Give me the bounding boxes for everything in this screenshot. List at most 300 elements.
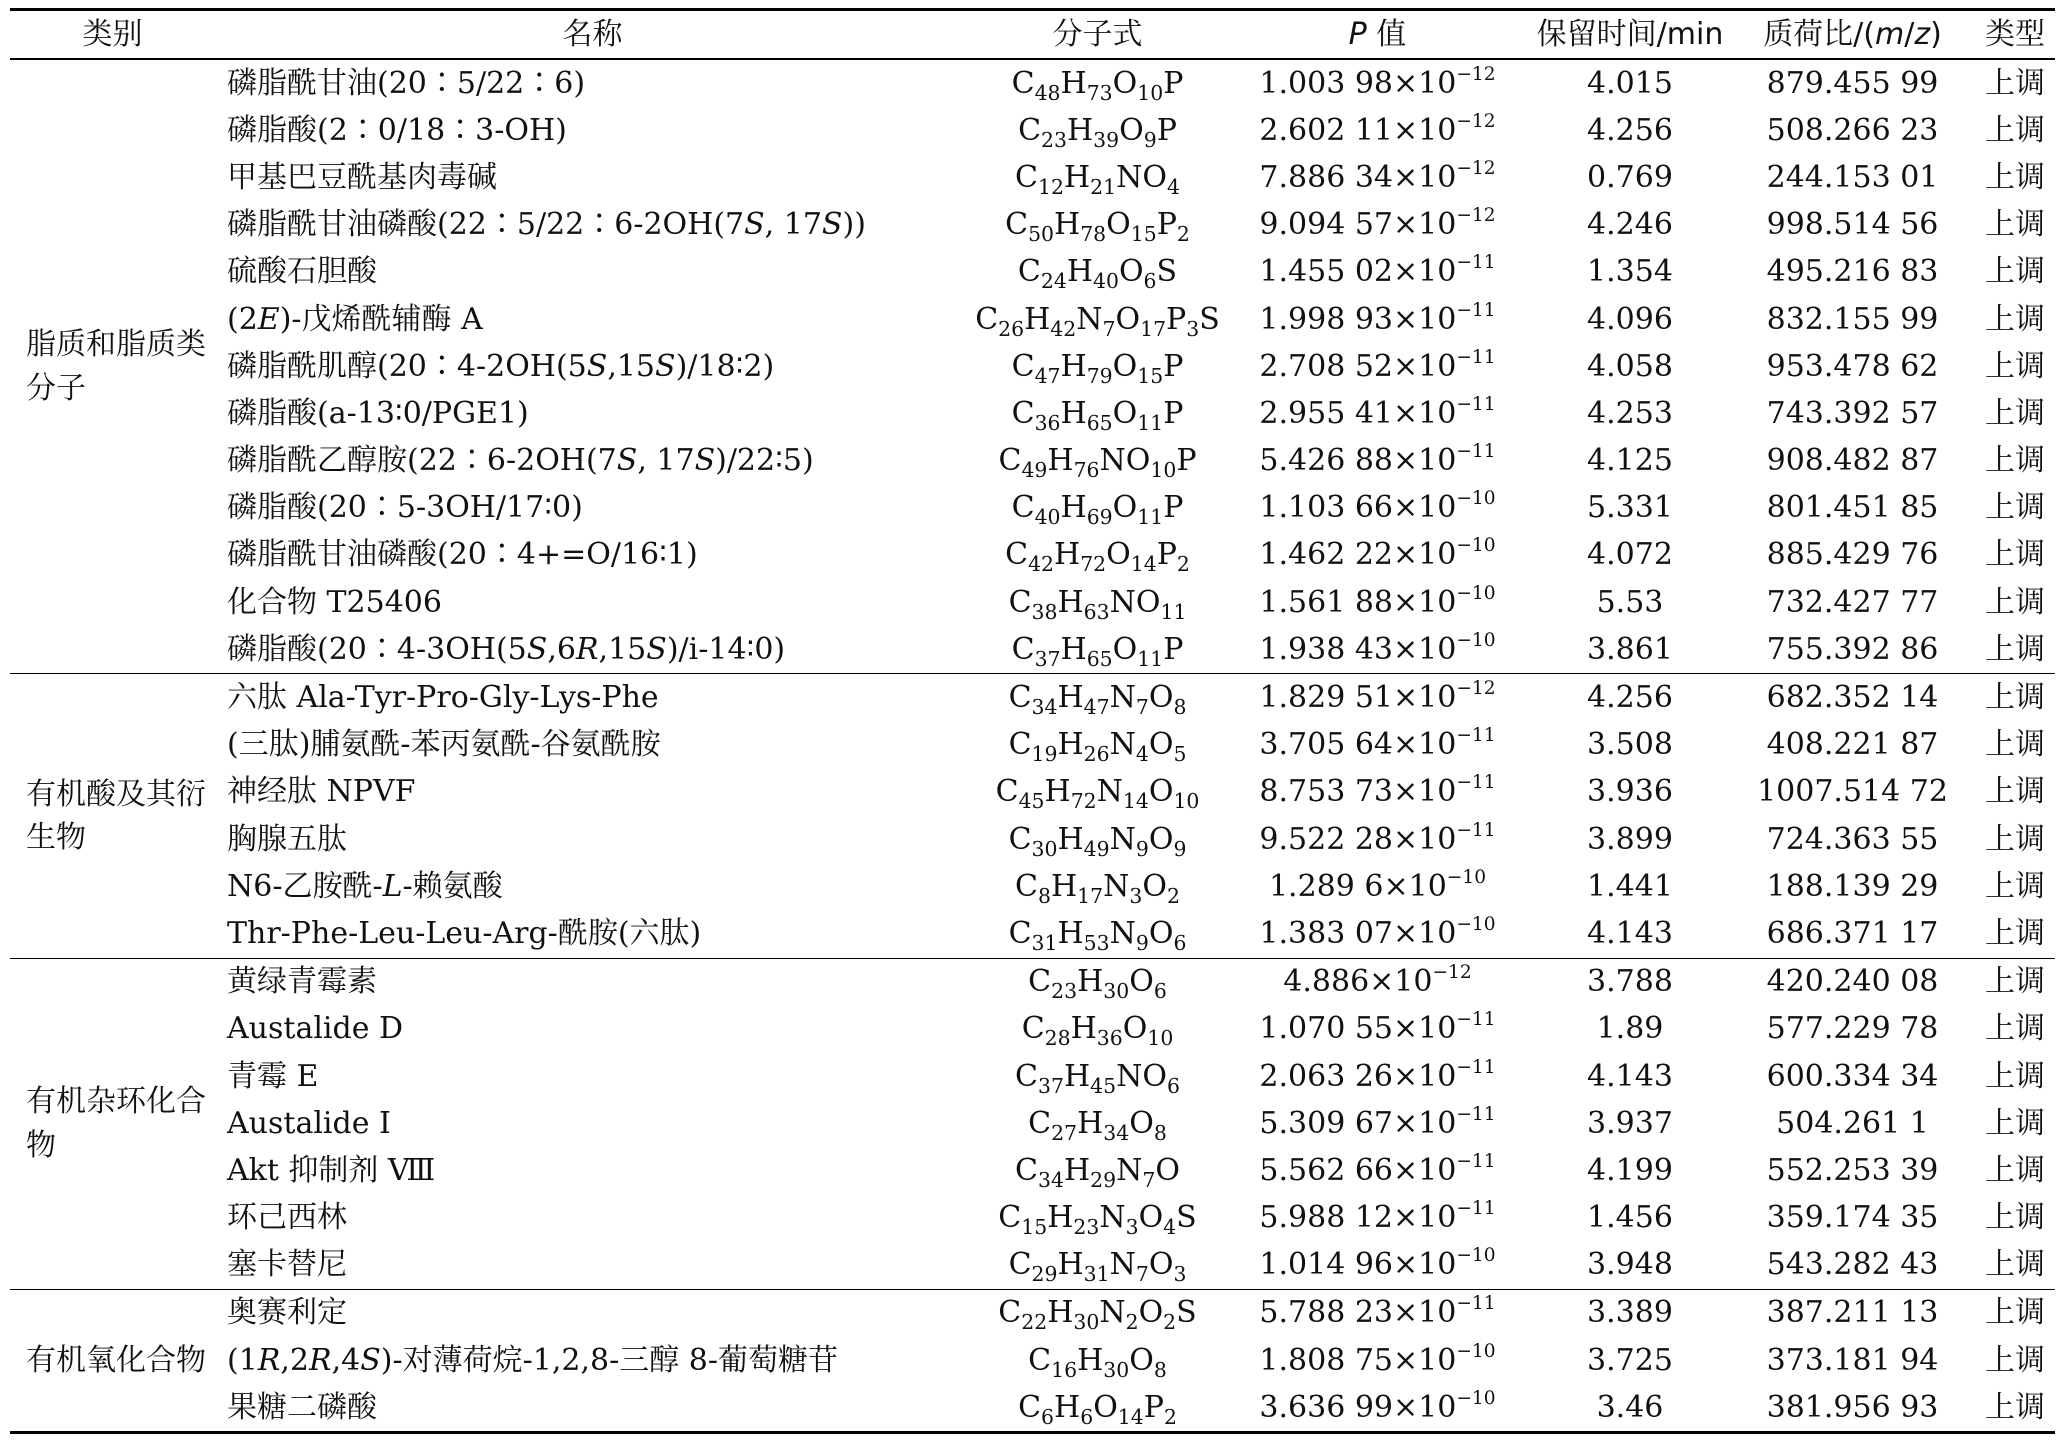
p-mantissa: 1.462 22 bbox=[1259, 537, 1394, 573]
formula-segment: 23 bbox=[1041, 127, 1067, 152]
compound-name bbox=[215, 1242, 970, 1290]
formula-segment: C bbox=[1008, 680, 1032, 716]
formula-segment: C bbox=[1018, 1389, 1042, 1425]
p-times: ×10 bbox=[1393, 1058, 1457, 1094]
name-segment: 奥赛利定 bbox=[227, 1295, 347, 1331]
p-value bbox=[1225, 769, 1530, 816]
molecular-formula bbox=[970, 1147, 1225, 1194]
formula-segment: 26 bbox=[998, 316, 1025, 341]
mass-charge-ratio: 373.181 94 bbox=[1766, 1342, 1939, 1378]
formula-segment: 2 bbox=[1125, 1310, 1139, 1335]
formula-segment: 7 bbox=[1135, 1262, 1149, 1287]
name-segment: L bbox=[382, 868, 403, 904]
molecular-formula bbox=[970, 249, 1225, 296]
p-times: ×10 bbox=[1393, 443, 1457, 479]
name-segment: (1 bbox=[227, 1342, 258, 1378]
name-segment: (三肽)脯氨酰-苯丙氨酰-谷氨酰胺 bbox=[227, 727, 661, 763]
formula-segment: H bbox=[1063, 1152, 1091, 1188]
formula-segment: O bbox=[1129, 1342, 1154, 1378]
formula-segment: 8 bbox=[1153, 1120, 1167, 1145]
name-segment: , 17 bbox=[637, 443, 695, 479]
p-exponent: −11 bbox=[1456, 252, 1496, 274]
compound-name bbox=[215, 59, 970, 107]
formula-segment: 27 bbox=[1051, 1120, 1078, 1145]
name-segment: S bbox=[646, 631, 667, 667]
p-mantissa: 2.955 41 bbox=[1259, 395, 1394, 431]
molecular-formula bbox=[970, 910, 1225, 958]
name-segment: 磷脂酸(20∶5-3OH/17∶0) bbox=[227, 490, 583, 526]
formula-segment: 24 bbox=[1040, 269, 1067, 294]
table-row bbox=[10, 154, 2055, 201]
name-segment: 甲基巴豆酰基肉毒碱 bbox=[227, 159, 497, 195]
category-group bbox=[10, 59, 2055, 674]
name-segment: (2 bbox=[227, 301, 258, 337]
p-exponent: −11 bbox=[1456, 1198, 1496, 1220]
p-mantissa: 5.788 23 bbox=[1259, 1295, 1394, 1331]
retention-time: 3.937 bbox=[1587, 1105, 1673, 1141]
retention-time: 1.354 bbox=[1587, 254, 1673, 290]
formula-segment: H bbox=[1060, 395, 1087, 431]
formula-segment: 12 bbox=[1038, 175, 1064, 200]
formula-segment: 9 bbox=[1135, 931, 1149, 956]
formula-segment: 19 bbox=[1031, 742, 1058, 767]
p-exponent: −10 bbox=[1456, 582, 1496, 604]
regulation-type: 上调 bbox=[1985, 254, 2045, 290]
molecular-formula bbox=[970, 438, 1225, 485]
p-times: ×10 bbox=[1393, 915, 1457, 951]
formula-segment: 16 bbox=[1051, 1357, 1078, 1382]
formula-segment: S bbox=[1199, 301, 1220, 337]
p-mantissa: 4.886 bbox=[1283, 964, 1370, 1000]
header-retention-time: 保留时间/min bbox=[1530, 10, 1730, 60]
p-value bbox=[1225, 202, 1530, 249]
name-segment: ,15 bbox=[598, 631, 647, 667]
formula-segment: C bbox=[1017, 254, 1041, 290]
name-segment: S bbox=[526, 631, 548, 667]
retention-time: 4.246 bbox=[1587, 207, 1673, 243]
formula-segment: 11 bbox=[1137, 505, 1164, 530]
p-mantissa: 1.103 66 bbox=[1259, 490, 1394, 526]
mass-charge-ratio: 244.153 01 bbox=[1766, 159, 1939, 195]
p-exponent: −11 bbox=[1456, 299, 1496, 321]
p-times: ×10 bbox=[1393, 774, 1457, 810]
formula-segment: O bbox=[1138, 1200, 1164, 1236]
formula-segment: 8 bbox=[1153, 1357, 1167, 1382]
compound-name bbox=[215, 202, 970, 249]
table-row bbox=[10, 1147, 2055, 1194]
formula-segment: 17 bbox=[1077, 883, 1104, 908]
compound-name bbox=[215, 910, 970, 958]
formula-segment: P bbox=[1163, 631, 1184, 667]
p-value bbox=[1225, 1384, 1530, 1433]
p-value bbox=[1225, 910, 1530, 958]
p-exponent: −12 bbox=[1456, 205, 1496, 227]
formula-segment: 39 bbox=[1093, 127, 1120, 152]
retention-time: 4.125 bbox=[1587, 443, 1673, 479]
mass-charge-ratio: 408.221 87 bbox=[1766, 727, 1939, 763]
name-segment: )-戊烯酰辅酶 A bbox=[279, 301, 483, 337]
formula-segment: P bbox=[1156, 112, 1177, 148]
formula-segment: H bbox=[1054, 207, 1081, 243]
regulation-type: 上调 bbox=[1985, 1295, 2045, 1331]
formula-segment: 9 bbox=[1173, 836, 1187, 861]
molecular-formula bbox=[970, 674, 1225, 722]
formula-segment: 6 bbox=[1143, 269, 1157, 294]
formula-segment: N bbox=[1109, 727, 1136, 763]
retention-time: 4.143 bbox=[1587, 1058, 1673, 1094]
p-times: ×10 bbox=[1393, 1342, 1457, 1378]
p-mantissa: 1.808 75 bbox=[1259, 1342, 1394, 1378]
table-row bbox=[10, 626, 2055, 674]
mass-charge-ratio: 381.956 93 bbox=[1730, 1384, 1975, 1433]
formula-segment: 15 bbox=[1021, 1215, 1048, 1240]
name-segment: R bbox=[257, 1342, 281, 1378]
formula-segment: 4 bbox=[1135, 742, 1149, 767]
formula-segment: H bbox=[1060, 348, 1087, 384]
name-segment: 六肽 Ala-Tyr-Pro-Gly-Lys-Phe bbox=[227, 680, 659, 716]
formula-segment: C bbox=[975, 301, 999, 337]
name-segment: )/i-14∶0) bbox=[666, 631, 786, 667]
compound-name bbox=[215, 296, 970, 343]
p-exponent: −10 bbox=[1456, 913, 1496, 935]
table-row bbox=[10, 438, 2055, 485]
p-value bbox=[1225, 249, 1530, 296]
retention-time: 1.456 bbox=[1587, 1200, 1673, 1236]
p-value bbox=[1225, 343, 1530, 390]
regulation-type: 上调 bbox=[1985, 727, 2045, 763]
compound-name bbox=[215, 249, 970, 296]
retention-time: 5.53 bbox=[1596, 584, 1664, 620]
regulation-type: 上调 bbox=[1985, 1011, 2045, 1047]
formula-segment: O bbox=[1112, 65, 1138, 101]
formula-segment: C bbox=[1011, 65, 1035, 101]
p-exponent: −10 bbox=[1456, 488, 1496, 510]
molecular-formula bbox=[970, 154, 1225, 201]
compound-name bbox=[215, 674, 970, 722]
formula-segment: 69 bbox=[1086, 505, 1113, 530]
retention-time: 4.015 bbox=[1587, 65, 1673, 101]
p-mantissa: 1.383 07 bbox=[1259, 915, 1394, 951]
name-segment: R bbox=[575, 631, 599, 667]
header-mz-z: z bbox=[1914, 16, 1931, 52]
molecular-formula bbox=[970, 579, 1225, 626]
formula-segment: 15 bbox=[1137, 363, 1164, 388]
p-mantissa: 9.094 57 bbox=[1259, 207, 1394, 243]
name-segment: N6-乙胺酰- bbox=[227, 868, 383, 904]
formula-segment: 26 bbox=[1083, 742, 1110, 767]
formula-segment: NO bbox=[1116, 1058, 1167, 1094]
formula-segment: 11 bbox=[1160, 599, 1187, 624]
formula-segment: 49 bbox=[1083, 836, 1110, 861]
compound-name bbox=[215, 816, 970, 863]
formula-segment: 28 bbox=[1044, 1026, 1071, 1051]
compound-name bbox=[215, 1147, 970, 1194]
mass-charge-ratio: 682.352 14 bbox=[1766, 680, 1939, 716]
formula-segment: O bbox=[1112, 631, 1138, 667]
formula-segment: C bbox=[1011, 490, 1035, 526]
molecular-formula bbox=[970, 816, 1225, 863]
p-value bbox=[1225, 1100, 1530, 1147]
p-exponent: −11 bbox=[1456, 1056, 1496, 1078]
p-times: ×10 bbox=[1393, 159, 1457, 195]
retention-time: 1.441 bbox=[1587, 868, 1673, 904]
p-times: ×10 bbox=[1393, 821, 1457, 857]
mass-charge-ratio: 600.334 34 bbox=[1766, 1058, 1939, 1094]
compound-name bbox=[215, 532, 970, 579]
p-value bbox=[1225, 154, 1530, 201]
formula-segment: 45 bbox=[1090, 1073, 1117, 1098]
formula-segment: C bbox=[1008, 584, 1032, 620]
regulation-type: 上调 bbox=[1985, 821, 2045, 857]
regulation-type: 上调 bbox=[1985, 537, 2045, 573]
name-segment: Thr-Phe-Leu-Leu-Arg-酰胺(六肽) bbox=[227, 915, 702, 951]
formula-segment: C bbox=[1005, 207, 1029, 243]
retention-time: 4.256 bbox=[1587, 112, 1673, 148]
formula-segment: 53 bbox=[1083, 931, 1110, 956]
regulation-type: 上调 bbox=[1985, 1342, 2045, 1378]
p-mantissa: 7.886 34 bbox=[1259, 159, 1394, 195]
formula-segment: 10 bbox=[1150, 458, 1177, 483]
formula-segment: C bbox=[998, 443, 1022, 479]
formula-segment: H bbox=[1047, 1200, 1074, 1236]
formula-segment: 7 bbox=[1135, 695, 1149, 720]
p-times: ×10 bbox=[1393, 1247, 1457, 1283]
formula-segment: O bbox=[1148, 821, 1174, 857]
formula-segment: H bbox=[1066, 254, 1093, 290]
name-segment: 黄绿青霉素 bbox=[227, 964, 377, 1000]
formula-segment: 21 bbox=[1090, 175, 1117, 200]
table-header bbox=[10, 10, 2055, 60]
header-row bbox=[10, 10, 2055, 60]
formula-segment: 34 bbox=[1103, 1120, 1130, 1145]
formula-segment: 31 bbox=[1083, 1262, 1110, 1287]
formula-segment: O bbox=[1106, 207, 1131, 243]
p-exponent: −12 bbox=[1456, 63, 1496, 85]
formula-segment: 2 bbox=[1176, 552, 1190, 577]
p-exponent: −12 bbox=[1432, 962, 1472, 984]
table-row bbox=[10, 1100, 2055, 1147]
molecular-formula bbox=[970, 390, 1225, 437]
regulation-type: 上调 bbox=[1985, 395, 2045, 431]
formula-segment: O bbox=[1118, 254, 1144, 290]
formula-segment: C bbox=[1015, 159, 1039, 195]
p-mantissa: 3.705 64 bbox=[1259, 727, 1394, 763]
formula-segment: 11 bbox=[1137, 646, 1164, 671]
formula-segment: C bbox=[1021, 1011, 1045, 1047]
formula-segment: S bbox=[1156, 254, 1178, 290]
name-segment: )-对薄荷烷-1,2,8-三醇 8-葡萄糖苷 bbox=[380, 1342, 839, 1378]
formula-segment: 63 bbox=[1083, 599, 1110, 624]
formula-segment: C bbox=[1015, 1152, 1039, 1188]
formula-segment: C bbox=[1008, 1247, 1032, 1283]
name-segment: S bbox=[586, 348, 608, 384]
compound-name bbox=[215, 438, 970, 485]
formula-segment: H bbox=[1057, 727, 1084, 763]
molecular-formula bbox=[970, 1289, 1225, 1337]
name-segment: S bbox=[655, 348, 676, 384]
table-row bbox=[10, 107, 2055, 154]
formula-segment: H bbox=[1057, 1247, 1084, 1283]
formula-segment: 30 bbox=[1031, 836, 1058, 861]
p-mantissa: 5.562 66 bbox=[1259, 1152, 1394, 1188]
p-mantissa: 5.988 12 bbox=[1259, 1200, 1394, 1236]
name-segment: 磷脂酰乙醇胺(22∶6-2OH(7 bbox=[227, 443, 617, 479]
name-segment: -赖氨酸 bbox=[402, 868, 503, 904]
formula-segment: P bbox=[1163, 348, 1184, 384]
regulation-type: 上调 bbox=[1975, 1242, 2055, 1290]
name-segment: 磷脂酸(2∶0/18∶3-OH) bbox=[227, 112, 567, 148]
regulation-type: 上调 bbox=[1985, 348, 2045, 384]
table-row bbox=[10, 816, 2055, 863]
table-row bbox=[10, 579, 2055, 626]
p-exponent: −12 bbox=[1456, 678, 1496, 700]
p-value bbox=[1225, 296, 1530, 343]
molecular-formula bbox=[970, 343, 1225, 390]
compound-name bbox=[215, 390, 970, 437]
formula-segment: O bbox=[1138, 1295, 1164, 1331]
mass-charge-ratio: 998.514 56 bbox=[1766, 207, 1939, 243]
formula-segment: 29 bbox=[1090, 1168, 1117, 1193]
p-mantissa: 1.998 93 bbox=[1259, 301, 1394, 337]
mass-charge-ratio: 577.229 78 bbox=[1766, 1011, 1939, 1047]
mass-charge-ratio: 387.211 13 bbox=[1766, 1295, 1939, 1331]
formula-segment: N bbox=[1116, 1152, 1143, 1188]
formula-segment: 37 bbox=[1034, 646, 1061, 671]
retention-time: 4.072 bbox=[1587, 537, 1673, 573]
name-segment: S bbox=[821, 207, 843, 243]
formula-segment: NO bbox=[1116, 159, 1167, 195]
name-segment: 果糖二磷酸 bbox=[227, 1389, 377, 1425]
header-p-letter: P bbox=[1348, 16, 1367, 52]
p-exponent: −10 bbox=[1446, 866, 1487, 888]
regulation-type: 上调 bbox=[1985, 443, 2045, 479]
formula-segment: H bbox=[1057, 584, 1084, 620]
formula-segment: O bbox=[1115, 301, 1141, 337]
formula-segment: 3 bbox=[1125, 1215, 1139, 1240]
regulation-type: 上调 bbox=[1985, 868, 2045, 904]
p-value bbox=[1225, 1337, 1530, 1384]
formula-segment: 3 bbox=[1186, 316, 1200, 341]
formula-segment: 2 bbox=[1166, 883, 1180, 908]
table-row bbox=[10, 59, 2055, 107]
retention-time: 3.936 bbox=[1587, 774, 1673, 810]
retention-time: 4.256 bbox=[1587, 680, 1673, 716]
p-value bbox=[1225, 438, 1530, 485]
formula-segment: 36 bbox=[1034, 411, 1061, 436]
formula-segment: 15 bbox=[1130, 222, 1157, 247]
formula-segment: 34 bbox=[1031, 695, 1058, 720]
mass-charge-ratio: 504.261 1 bbox=[1776, 1105, 1929, 1141]
p-value bbox=[1225, 1195, 1530, 1242]
table-row bbox=[10, 1006, 2055, 1053]
name-segment: ,6 bbox=[547, 631, 576, 667]
mass-charge-ratio: 1007.514 72 bbox=[1757, 774, 1948, 810]
formula-segment: 2 bbox=[1163, 1404, 1177, 1429]
p-mantissa: 1.561 88 bbox=[1259, 584, 1394, 620]
formula-segment: 72 bbox=[1070, 789, 1097, 814]
formula-segment: 6 bbox=[1041, 1404, 1055, 1429]
formula-segment: 7 bbox=[1102, 316, 1116, 341]
table-row bbox=[10, 249, 2055, 296]
p-times: ×10 bbox=[1393, 1011, 1457, 1047]
p-value bbox=[1225, 1289, 1530, 1337]
formula-segment: 37 bbox=[1038, 1073, 1064, 1098]
regulation-type: 上调 bbox=[1985, 301, 2045, 337]
p-value bbox=[1225, 816, 1530, 863]
retention-time: 0.769 bbox=[1587, 159, 1673, 195]
regulation-type: 上调 bbox=[1985, 159, 2045, 195]
table-row bbox=[10, 1337, 2055, 1384]
regulation-type: 上调 bbox=[1985, 680, 2045, 716]
mass-charge-ratio: 552.253 39 bbox=[1766, 1152, 1939, 1188]
formula-segment: H bbox=[1070, 1011, 1097, 1047]
compound-name bbox=[215, 1384, 970, 1433]
p-value bbox=[1225, 579, 1530, 626]
p-value bbox=[1225, 59, 1530, 107]
molecular-formula bbox=[970, 485, 1225, 532]
header-category: 类别 bbox=[10, 10, 215, 60]
name-segment: 塞卡替尼 bbox=[227, 1247, 347, 1283]
table-row bbox=[10, 532, 2055, 579]
regulation-type: 上调 bbox=[1985, 207, 2045, 243]
formula-segment: O bbox=[1119, 112, 1144, 148]
formula-segment: P bbox=[1156, 207, 1177, 243]
formula-segment: 40 bbox=[1092, 269, 1119, 294]
formula-segment: H bbox=[1077, 1342, 1104, 1378]
p-exponent: −12 bbox=[1456, 110, 1496, 132]
name-segment: )) bbox=[842, 207, 866, 243]
p-times: ×10 bbox=[1383, 868, 1447, 904]
formula-segment: O bbox=[1122, 1011, 1148, 1047]
table-row bbox=[10, 1384, 2055, 1433]
retention-time: 3.46 bbox=[1530, 1384, 1730, 1433]
table-row bbox=[10, 296, 2055, 343]
formula-segment: C bbox=[998, 1295, 1022, 1331]
formula-segment: 34 bbox=[1038, 1168, 1064, 1193]
formula-segment: C bbox=[1008, 727, 1032, 763]
name-segment: Akt 抑制剂 Ⅷ bbox=[227, 1152, 436, 1188]
formula-segment: N bbox=[1109, 915, 1136, 951]
formula-segment: H bbox=[1057, 680, 1084, 716]
formula-segment: H bbox=[1063, 159, 1091, 195]
p-times: ×10 bbox=[1393, 537, 1457, 573]
name-segment: S bbox=[694, 443, 716, 479]
name-segment: 胸腺五肽 bbox=[227, 821, 347, 857]
p-exponent: −11 bbox=[1456, 346, 1496, 368]
category-cell: 有机氧化合物 bbox=[10, 1289, 215, 1433]
mass-charge-ratio: 724.363 55 bbox=[1766, 821, 1939, 857]
formula-segment: O bbox=[1129, 964, 1154, 1000]
p-times: ×10 bbox=[1393, 584, 1457, 620]
p-exponent: −12 bbox=[1456, 157, 1496, 179]
formula-segment: N bbox=[1109, 1247, 1136, 1283]
formula-segment: O bbox=[1148, 680, 1174, 716]
p-exponent: −11 bbox=[1456, 1293, 1496, 1315]
formula-segment: 76 bbox=[1073, 458, 1100, 483]
formula-segment: O bbox=[1148, 1247, 1174, 1283]
retention-time: 1.89 bbox=[1596, 1011, 1664, 1047]
formula-segment: 6 bbox=[1153, 979, 1167, 1004]
p-mantissa: 2.063 26 bbox=[1259, 1058, 1394, 1094]
molecular-formula bbox=[970, 1100, 1225, 1147]
mass-charge-ratio: 755.392 86 bbox=[1730, 626, 1975, 674]
name-segment: Austalide D bbox=[227, 1011, 404, 1047]
p-exponent: −10 bbox=[1456, 629, 1496, 651]
molecular-formula bbox=[970, 1006, 1225, 1053]
formula-segment: 49 bbox=[1021, 458, 1048, 483]
p-exponent: −11 bbox=[1456, 441, 1496, 463]
category-group bbox=[10, 674, 2055, 958]
